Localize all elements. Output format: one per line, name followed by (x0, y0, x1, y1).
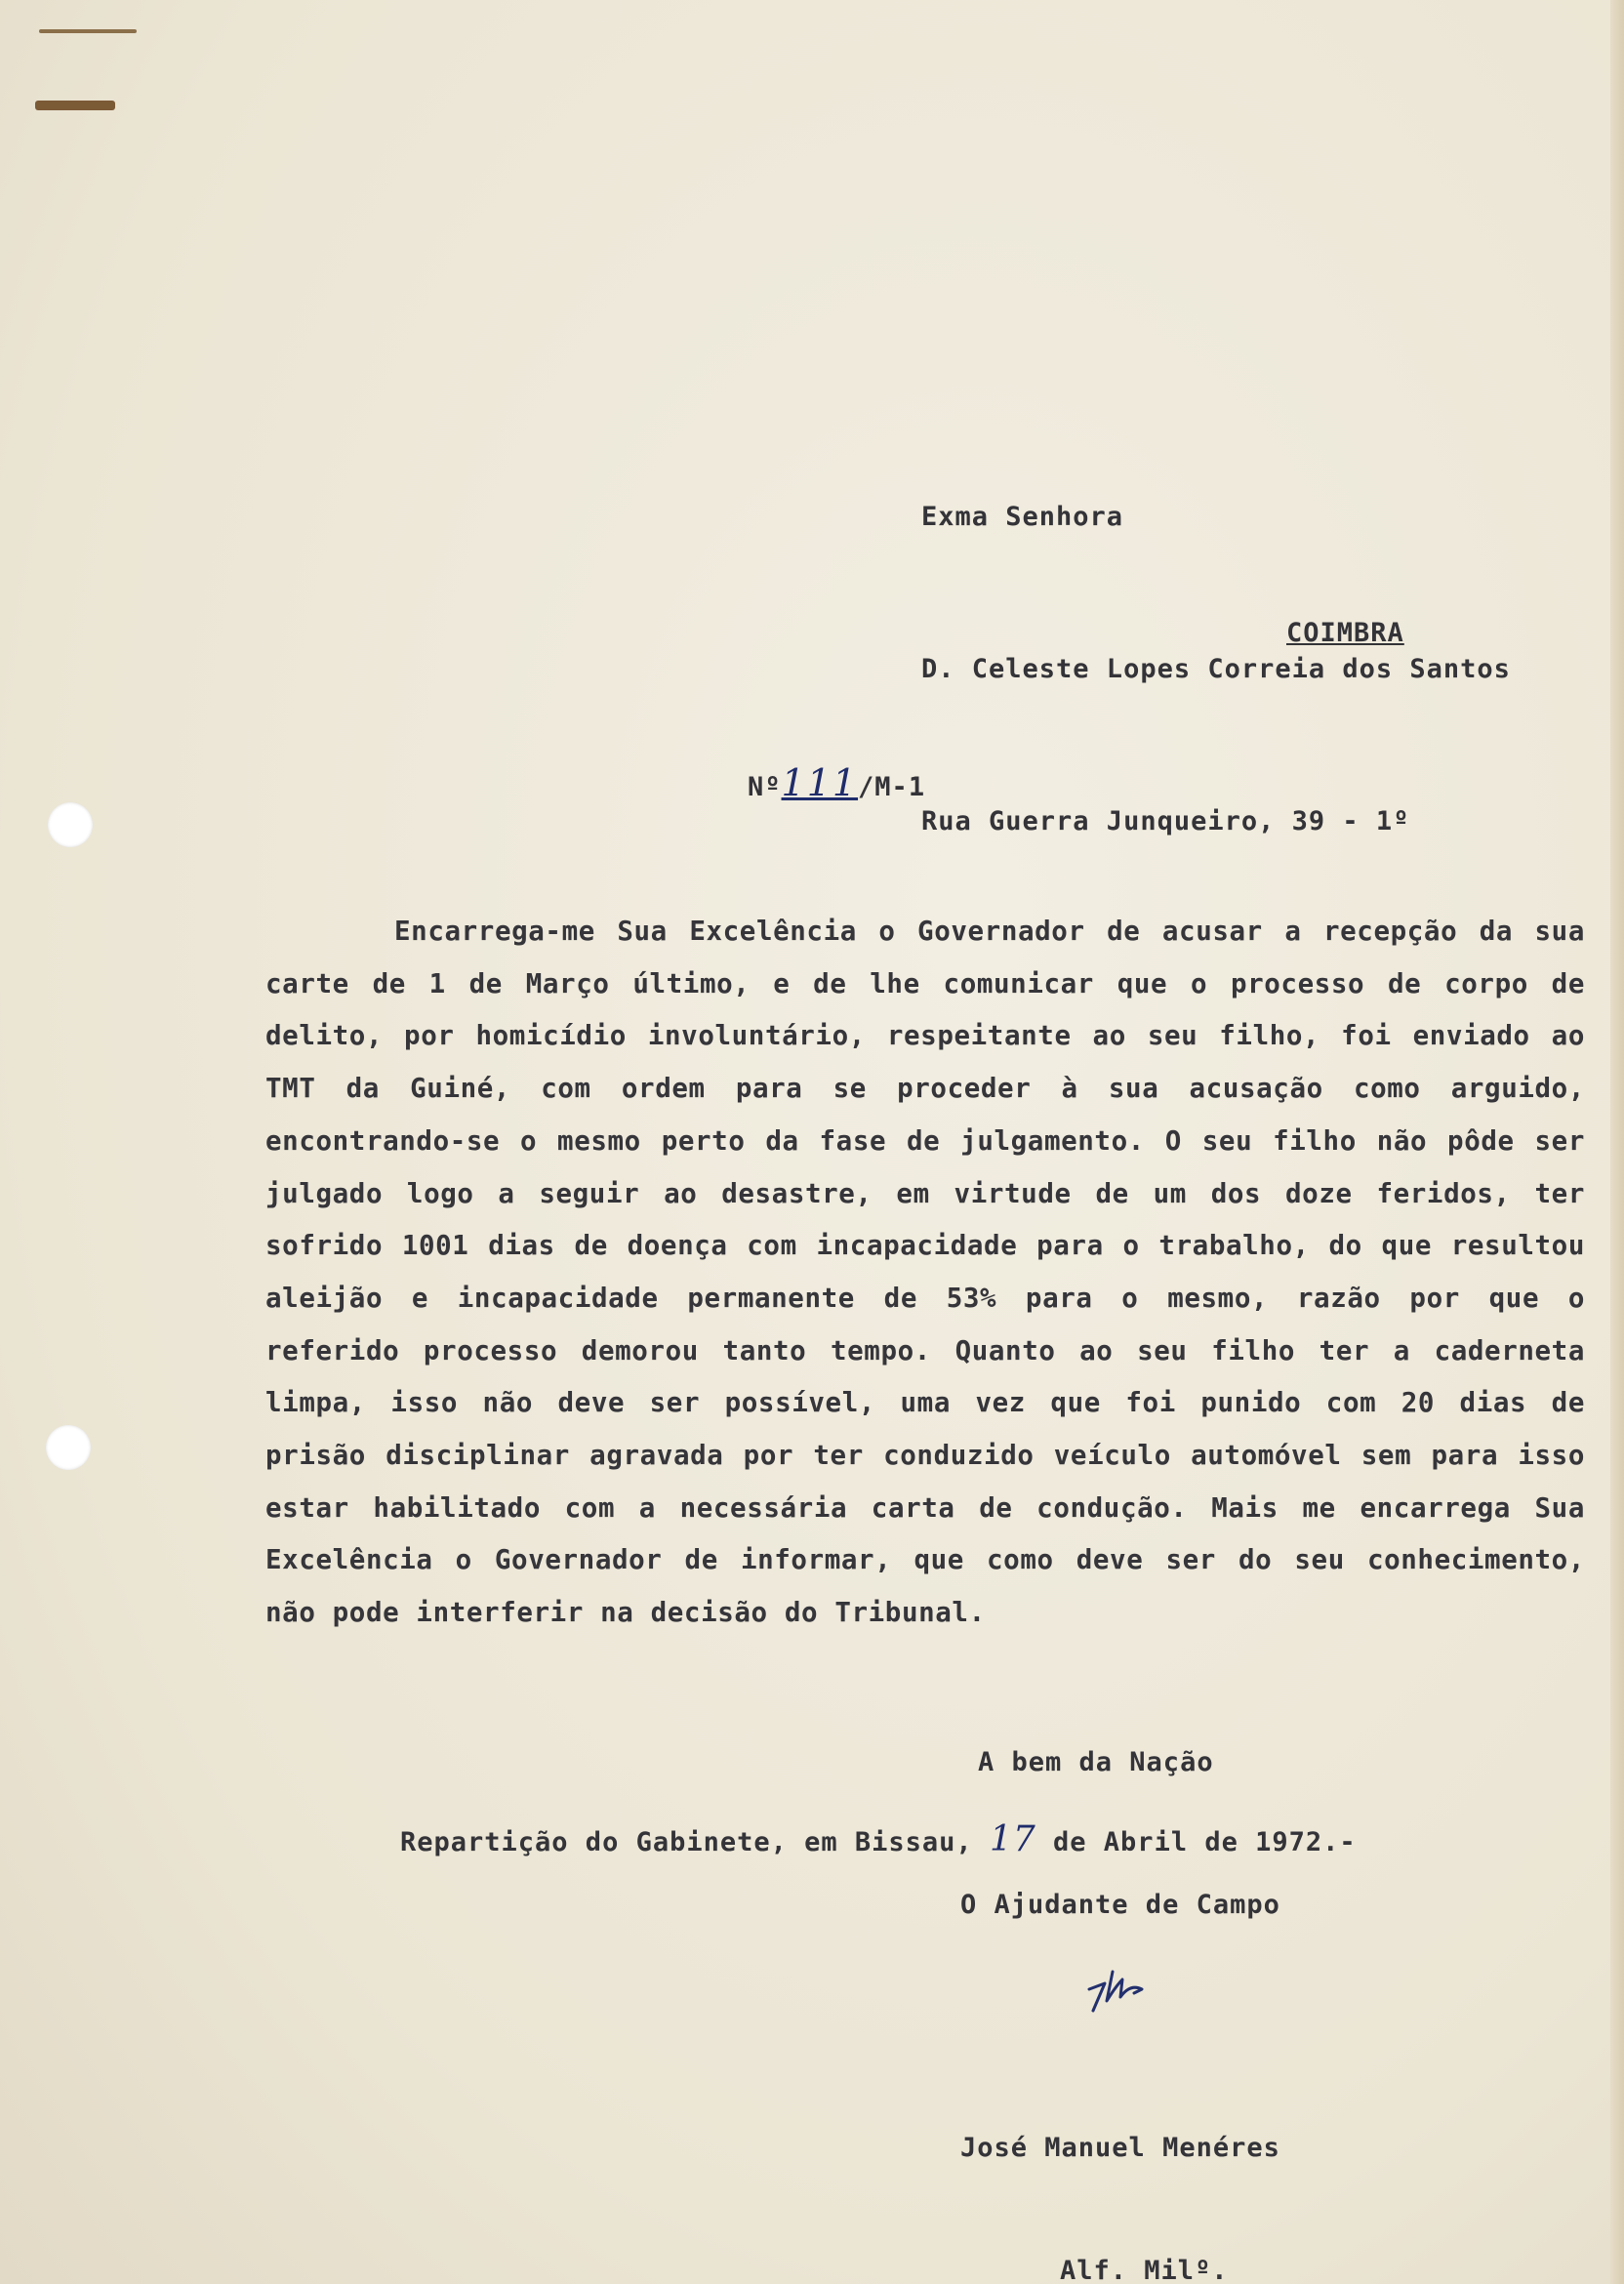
dateline-prefix: Repartição do Gabinete, em Bissau, (400, 1827, 973, 1857)
reference-suffix: /M-1 (858, 772, 926, 802)
dateline-handwritten-day: 17 (989, 1819, 1036, 1859)
staple-mark-bottom (35, 101, 115, 110)
signer-rank: Alf. Milº. (1060, 2256, 1229, 2284)
handwritten-signature (1083, 1950, 1220, 2019)
reference-handwritten-number: 111 (781, 761, 859, 804)
signer-position: O Ajudante de Campo (960, 1890, 1280, 1920)
reference-prefix: Nº (748, 772, 782, 802)
addressee-salutation: Exma Senhora (921, 502, 1124, 532)
dateline-suffix: de Abril de 1972.- (1053, 1827, 1357, 1857)
closing-phrase: A bem da Nação (978, 1747, 1214, 1777)
punch-hole-lower (46, 1425, 91, 1470)
paper-edge (1610, 0, 1624, 2284)
addressee-name: D. Celeste Lopes Correia dos Santos (921, 654, 1511, 684)
dateline (400, 1819, 1357, 1859)
letter-body: Encarrega-me Sua Excelência o Governador de acusar a recepção da sua carte de 1 de Março último, e de lhe comunicar que o processo de corpo de delito, por homicídio involuntário, respeitante ao seu filho, foi enviado ao TMT da Guiné, com ordem para se proceder à sua acusação como arguido, encontrando-se o mesmo perto da fase de julgamento. O seu filho não pôde ser julgado logo a seguir ao desastre, em virtude de um dos doze feridos, ter sofrido 1001 dias de doença com incapacidade para o trabalho, do que resultou aleijão e incapacidade permanente de 53% para o mesmo, razão por que o referido processo demorou tanto tempo. Quanto ao seu filho ter a caderneta limpa, isso não deve ser possível, uma vez que foi punido com 20 dias de prisão disciplinar agravada por ter conduzido veículo automóvel sem para isso estar habilitado com a necessária carta de condução. Mais me encarrega Sua Excelência o Governador de informar, que como deve ser do seu conhecimento, não pode interferir na decisão do Tribunal. (265, 916, 1585, 1629)
signer-block (960, 2046, 1280, 2284)
addressee-block (921, 390, 1511, 949)
addressee-street: Rua Guerra Junqueiro, 39 - 1º (921, 806, 1410, 836)
punch-hole-upper (48, 802, 93, 847)
reference-number (748, 761, 925, 804)
signer-name: José Manuel Menéres (960, 2133, 1280, 2163)
addressee-city: COIMBRA (1286, 618, 1404, 648)
staple-mark-top (39, 29, 137, 33)
